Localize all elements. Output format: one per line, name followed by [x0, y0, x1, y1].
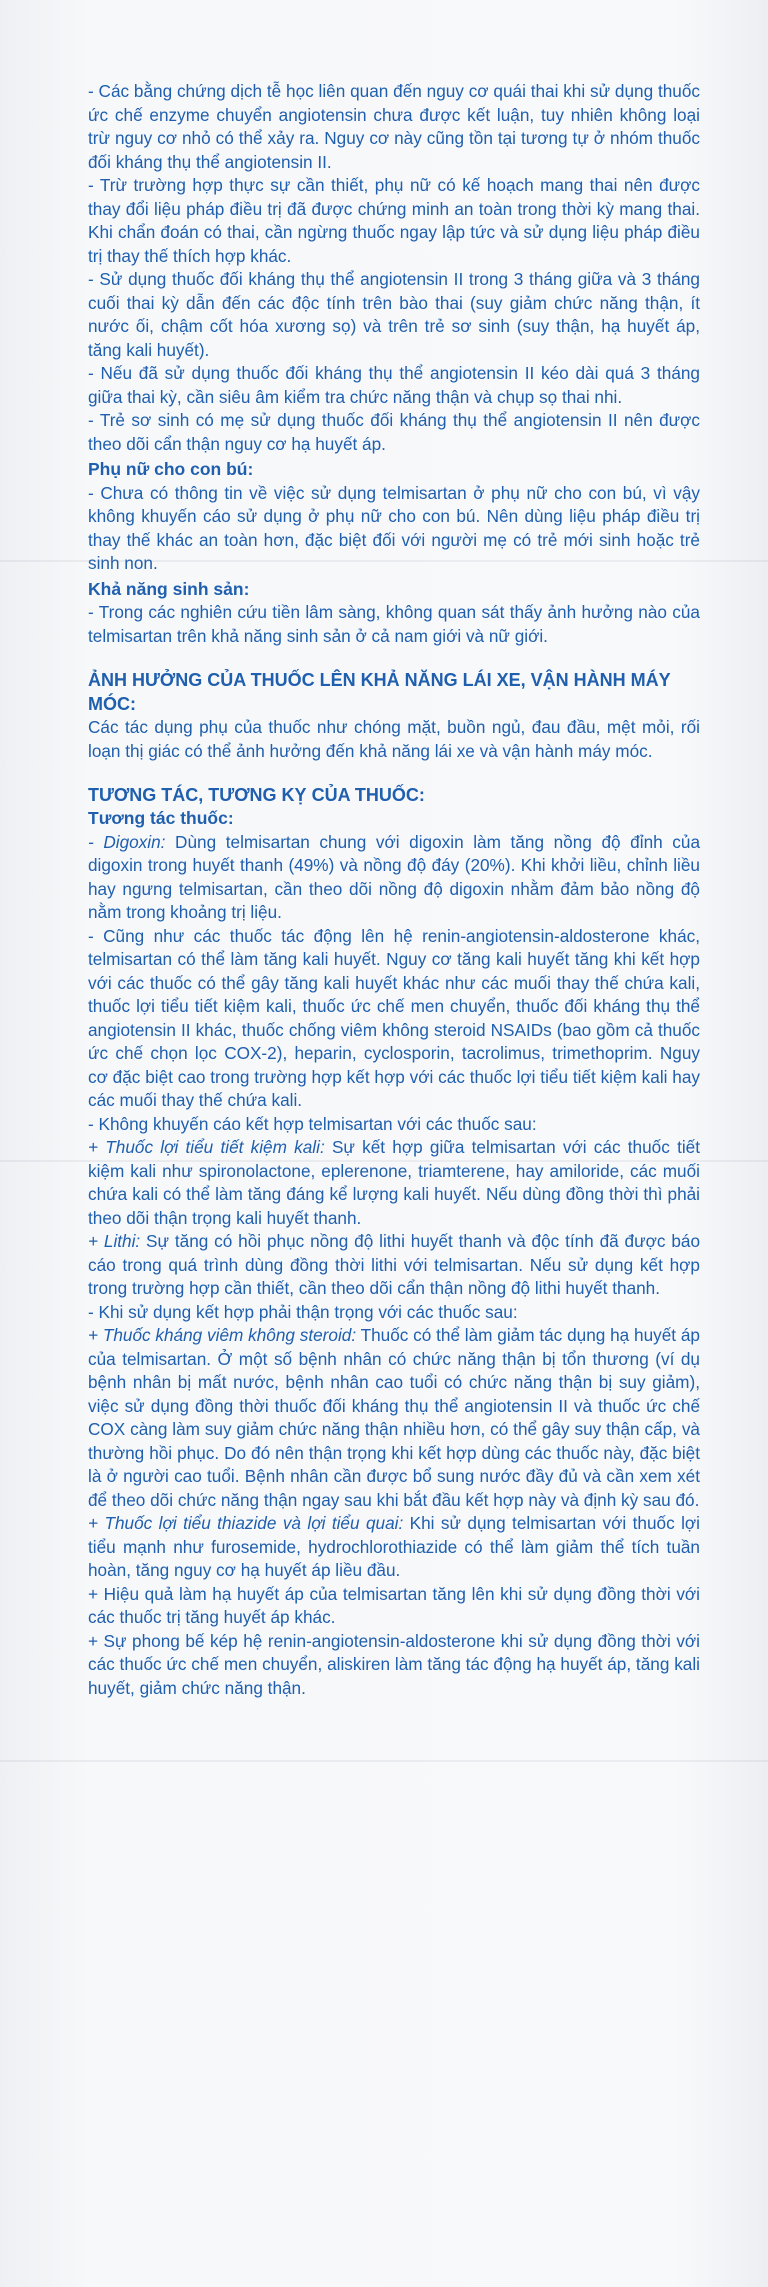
- raas-hyperkalemia-paragraph: - Cũng như các thuốc tác động lên hệ renin-angiotensin-aldosterone khác, telmisartan có thể làm tăng kali huyết. Nguy cơ tăng kali huyết tăng khi kết hợp với các thuốc có thể gây tăng kali huyết khác như các muối thay thế chứa kali, thuốc lợi tiểu tiết kiệm kali, thuốc ức chế men chuyển, thuốc đối kháng thụ thể angiotensin II khác, thuốc chống viêm không steroid NSAIDs (bao gồm cả thuốc ức chế chọn lọc COX-2), heparin, cyclosporin, tacrolimus, trimethoprim. Nguy cơ đặc biệt cao trong trường hợp kết hợp với các thuốc lợi tiểu tiết kiệm kali hay các muối thay thế chứa kali.: [88, 925, 700, 1110]
- lithium-paragraph: [88, 1230, 700, 1301]
- pregnancy-paragraph-2: - Trừ trường hợp thực sự cần thiết, phụ nữ có kế hoạch mang thai nên được thay đổi liệu pháp điều trị đã được chứng minh an toàn trong thời kỳ mang thai. Khi chẩn đoán có thai, cần ngừng thuốc ngay lập tức và sử dụng liệu pháp điều trị thay thế thích hợp khác.: [88, 175, 700, 266]
- breastfeeding-heading: Phụ nữ cho con bú:: [88, 459, 254, 479]
- digoxin-paragraph: [88, 831, 700, 925]
- lithium-text: Sự tăng có hồi phục nồng độ lithi huyết thanh và độc tính đã được báo cáo trong quá trình dùng đồng thời lithi với telmisartan. Nếu sử dụng kết hợp trong trường hợp cần thiết, cần theo dõi cẩn thận nồng độ lithi huyết thanh.: [88, 1231, 701, 1298]
- thiazide-loop-diuretics-paragraph: [88, 1512, 700, 1583]
- driving-paragraph: Các tác dụng phụ của thuốc như chóng mặt, buồn ngủ, đau đầu, mệt mỏi, rối loạn thị giác có thể ảnh hưởng đến khả năng lái xe và vận hành máy móc.: [88, 717, 700, 761]
- thiazide-label: + Thuốc lợi tiểu thiazide và lợi tiểu quai:: [88, 1513, 404, 1533]
- paper-fold-line: [0, 1760, 768, 1762]
- potassium-sparing-text: Sự kết hợp giữa telmisartan với các thuốc tiết kiệm kali như spironolactone, eplerenone, triamterene, hay amiloride, các muối chứa kali có thể làm tăng đáng kể lượng kali huyết. Nếu dùng đồng thời thì phải theo dõi thận trọng kali huyết thanh.: [88, 1137, 700, 1228]
- pregnancy-paragraph-4: - Nếu đã sử dụng thuốc đối kháng thụ thể angiotensin II kéo dài quá 3 tháng giữa thai kỳ, cần siêu âm kiểm tra chức năng thận và chụp sọ thai nhi.: [88, 363, 700, 407]
- fertility-heading: Khả năng sinh sản:: [88, 578, 250, 599]
- not-recommended-intro: - Không khuyến cáo kết hợp telmisartan với các thuốc sau:: [88, 1113, 537, 1134]
- leaflet-text-column: [88, 80, 700, 1700]
- pregnancy-paragraph-3: - Sử dụng thuốc đối kháng thụ thể angiotensin II trong 3 tháng giữa và 3 tháng cuối thai kỳ dẫn đến các độc tính trên bào thai (suy giảm chức năng thận, ít nước ối, chậm cốt hóa xương sọ) và trên trẻ sơ sinh (suy thận, hạ huyết áp, tăng kali huyết).: [88, 269, 700, 360]
- nsaid-text: Thuốc có thể làm giảm tác dụng hạ huyết áp của telmisartan. Ở một số bệnh nhân có chức năng thận bị tổn thương (ví dụ bệnh nhân bị mất nước, bệnh nhân cao tuổi có chức năng thận bị suy giảm), việc sử dụng đồng thời thuốc đối kháng thụ thể angiotensin II và thuốc ức chế COX càng làm suy giảm chức năng thận nhiều hơn, có thể gây suy thận cấp, và thường hồi phục. Do đó nên thận trọng khi kết hợp dùng các thuốc này, đặc biệt là ở người cao tuổi. Bệnh nhân cần được bổ sung nước đầy đủ và cần xem xét để theo dõi chức năng thận ngay sau khi bắt đầu kết hợp này và định kỳ sau đó.: [88, 1325, 700, 1510]
- lithium-label: + Lithi:: [88, 1231, 141, 1251]
- digoxin-label: - Digoxin:: [88, 831, 166, 852]
- potassium-sparing-label: + Thuốc lợi tiểu tiết kiệm kali:: [88, 1137, 325, 1157]
- pregnancy-paragraph-5: - Trẻ sơ sinh có mẹ sử dụng thuốc đối kháng thụ thể angiotensin II nên được theo dõi cẩn thận nguy cơ hạ huyết áp.: [88, 410, 700, 454]
- caution-intro: - Khi sử dụng kết hợp phải thận trọng với các thuốc sau:: [88, 1301, 518, 1322]
- interactions-section-heading: TƯƠNG TÁC, TƯƠNG KỴ CỦA THUỐC:: [88, 785, 425, 805]
- paper-fold-line: [0, 1160, 768, 1162]
- antihypertensives-paragraph: + Hiệu quả làm hạ huyết áp của telmisartan tăng lên khi sử dụng đồng thời với các thuốc trị tăng huyết áp khác.: [88, 1583, 700, 1627]
- pregnancy-paragraph-1: - Các bằng chứng dịch tễ học liên quan đến nguy cơ quái thai khi sử dụng thuốc ức chế enzyme chuyển angiotensin chưa được kết luận, tuy nhiên không loại trừ nguy cơ nhỏ có thể xảy ra. Nguy cơ này cũng tồn tại tương tự ở nhóm thuốc đối kháng thụ thể angiotensin II.: [88, 81, 700, 172]
- digoxin-text: Dùng telmisartan chung với digoxin làm tăng nồng độ đỉnh của digoxin trong huyết thanh (49%) và nồng độ đáy (20%). Khi khởi liều, chỉnh liều hay ngưng telmisartan, cần theo dõi nồng độ digoxin nhằm đảm bảo nồng độ nằm trong khoảng trị liệu.: [88, 831, 701, 922]
- drug-interactions-subheading: Tương tác thuốc:: [88, 808, 234, 828]
- dual-blockade-paragraph: + Sự phong bế kép hệ renin-angiotensin-aldosterone khi sử dụng đồng thời với các thuốc ức chế men chuyển, aliskiren làm tăng tác động hạ huyết áp, tăng kali huyết, giảm chức năng thận.: [88, 1630, 700, 1698]
- potassium-sparing-diuretics-paragraph: [88, 1136, 700, 1230]
- paper-fold-line: [0, 560, 768, 562]
- breastfeeding-paragraph: - Chưa có thông tin về việc sử dụng telmisartan ở phụ nữ cho con bú, vì vậy không khuyến cáo sử dụng ở phụ nữ cho con bú. Nên dùng liệu pháp điều trị thay thế khác an toàn hơn, đặc biệt đối với người mẹ có trẻ mới sinh hoặc trẻ sinh non.: [88, 482, 700, 573]
- thiazide-text: Khi sử dụng telmisartan với thuốc lợi tiểu mạnh như furosemide, hydrochlorothiazide có thể làm giảm thể tích tuần hoàn, tăng nguy cơ hạ huyết áp liều đầu.: [88, 1513, 700, 1580]
- nsaid-label: + Thuốc kháng viêm không steroid:: [88, 1325, 357, 1345]
- fertility-paragraph: - Trong các nghiên cứu tiền lâm sàng, không quan sát thấy ảnh hưởng nào của telmisartan trên khả năng sinh sản ở cả nam giới và nữ giới.: [88, 602, 700, 646]
- nsaid-paragraph: [88, 1324, 700, 1512]
- driving-section-heading: ẢNH HƯỞNG CỦA THUỐC LÊN KHẢ NĂNG LÁI XE, VẬN HÀNH MÁY MÓC:: [88, 670, 671, 714]
